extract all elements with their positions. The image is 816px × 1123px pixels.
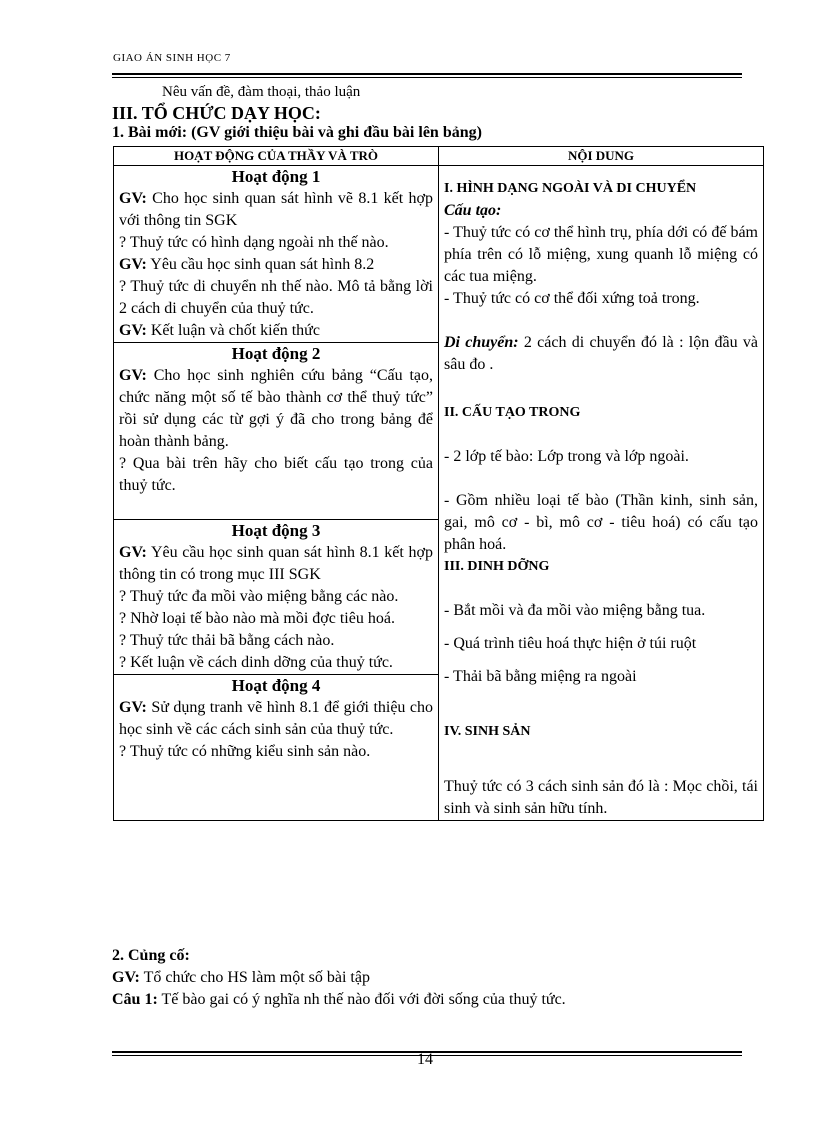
activity-4-q1: ? Thuỷ tức có những kiểu sinh sản nào. xyxy=(119,743,371,760)
section-3-title: III. DINH DỠNG xyxy=(444,559,550,574)
teaching-method: Nêu vấn đề, đàm thoại, thảo luận xyxy=(162,84,361,100)
consolidation-gv xyxy=(112,967,752,989)
activity-1 xyxy=(114,166,438,343)
spacer xyxy=(444,424,758,446)
gv-label: GV: xyxy=(119,322,147,339)
section-2-title: II. CẤU TẠO TRONG xyxy=(444,405,581,420)
content-cell xyxy=(439,166,764,821)
spacer xyxy=(444,622,758,633)
spacer xyxy=(444,166,758,178)
section-1-movement xyxy=(444,332,758,376)
activity-1-q1: ? Thuỷ tức có hình dạng ngoài nh thế nào. xyxy=(119,234,389,251)
section-2-p1: - 2 lớp tế bào: Lớp trong và lớp ngoài. xyxy=(444,448,689,465)
activity-4 xyxy=(114,675,438,763)
activity-2 xyxy=(114,343,438,520)
consolidation xyxy=(112,945,752,1011)
gv-text: Yêu cầu học sinh quan sát hình 8.2 xyxy=(146,256,375,273)
section-4-p1: Thuỷ tức có 3 cách sinh sản đó là : Mọc chồi, tái sinh và sinh sản hữu tính. xyxy=(444,778,758,817)
activity-1-gv xyxy=(119,188,433,232)
activity-3 xyxy=(114,520,438,675)
activity-2-gv xyxy=(119,365,433,453)
section-3-p2: - Quá trình tiêu hoá thực hiện ở túi ruột xyxy=(444,635,697,652)
page-header: GIAO ÁN SINH HỌC 7 xyxy=(113,52,231,64)
section-2-p2: - Gồm nhiều loại tế bào (Thần kinh, sinh sản, gai, mô cơ - bì, mô cơ - tiêu hoá) có cấu tạo phân hoá. xyxy=(444,492,758,553)
gv-text: Tổ chức cho HS làm một số bài tập xyxy=(139,969,370,986)
header-activities: HOẠT ĐỘNG CỦA THẦY VÀ TRÒ xyxy=(114,147,439,166)
page-number: 14 xyxy=(417,1051,433,1068)
gv-text: Kết luận và chốt kiến thức xyxy=(146,322,320,339)
spacer xyxy=(444,578,758,600)
header-rule-thin xyxy=(112,77,742,78)
activity-4-gv xyxy=(119,697,433,741)
spacer xyxy=(119,497,433,519)
consolidation-q1 xyxy=(112,989,752,1011)
lesson-table xyxy=(113,146,764,821)
header-content: NỘI DUNG xyxy=(439,147,764,166)
activity-1-q2: ? Thuỷ tức di chuyển nh thế nào. Mô tả bằng lời 2 cách di chuyển của thuỷ tức. xyxy=(119,278,433,317)
gv-text: Cho học sinh quan sát hình vẽ 8.1 kết hợp với thông tin SGK xyxy=(119,190,433,229)
spacer xyxy=(444,468,758,490)
table-body-row xyxy=(114,166,764,821)
spacer xyxy=(444,688,758,721)
activity-3-q3: ? Thuỷ tức thải bã bằng cách nào. xyxy=(119,632,335,649)
gv-label: GV: xyxy=(119,367,147,384)
spacer xyxy=(444,743,758,776)
subsection-title: 1. Bài mới: (GV giới thiệu bài và ghi đầu bài lên bảng) xyxy=(112,124,482,141)
section-1-title: I. HÌNH DẠNG NGOÀI VÀ DI CHUYỂN xyxy=(444,181,697,196)
activity-3-q2: ? Nhờ loại tế bào nào mà mồi đợc tiêu hoá. xyxy=(119,610,395,627)
section-4-title: IV. SINH SẢN xyxy=(444,724,531,739)
activity-1-title: Hoạt động 1 xyxy=(231,167,321,186)
activity-3-gv xyxy=(119,542,433,586)
question-text: Tế bào gai có ý nghĩa nh thế nào đối với đời sống của thuỷ tức. xyxy=(157,991,566,1008)
activity-4-title: Hoạt động 4 xyxy=(231,676,321,695)
activity-3-title: Hoạt động 3 xyxy=(231,521,321,540)
activity-1-gv3 xyxy=(119,320,433,342)
spacer xyxy=(444,376,758,398)
gv-text: Cho học sinh nghiên cứu bảng “Cấu tạo, chức năng một số tế bào thành cơ thể thuỷ tức” rồi sử dụng các từ gợi ý đã cho trong bảng để hoàn thành bảng. xyxy=(119,367,433,450)
section-3-p3: - Thải bã bằng miệng ra ngoài xyxy=(444,668,637,685)
section-title: III. TỔ CHỨC DẠY HỌC: xyxy=(112,103,321,123)
section-1-p2: - Thuỷ tức có cơ thể đối xứng toả trong. xyxy=(444,290,700,307)
table-header-row xyxy=(114,147,764,166)
activity-1-gv2 xyxy=(119,254,433,276)
movement-label: Di chuyển: xyxy=(444,334,519,351)
gv-label: GV: xyxy=(119,256,147,273)
header-rule xyxy=(112,73,742,75)
activity-2-q1: ? Qua bài trên hãy cho biết cấu tạo trong của thuỷ tức. xyxy=(119,455,433,494)
gv-label: GV: xyxy=(112,969,140,986)
section-3-p1: - Bắt mồi và đa mồi vào miệng bằng tua. xyxy=(444,602,706,619)
gv-text: Sử dụng tranh vẽ hình 8.1 để giới thiệu cho học sinh về các cách sinh sản của thuỷ tức. xyxy=(119,699,433,738)
activity-2-title: Hoạt động 2 xyxy=(231,344,321,363)
movement-text: 2 cách di chuyển đó là : lộn đầu và sâu đo . xyxy=(444,334,759,373)
consolidation-title: 2. Củng cố: xyxy=(112,947,190,964)
gv-label: GV: xyxy=(119,699,147,716)
question-label: Câu 1: xyxy=(112,991,158,1008)
activity-3-q4: ? Kết luận về cách dinh dỡng của thuỷ tức. xyxy=(119,654,393,671)
spacer xyxy=(444,655,758,666)
activities-cell xyxy=(114,166,439,821)
section-1-p1: - Thuỷ tức có cơ thể hình trụ, phía dới có đế bám phía trên có lỗ miệng, xung quanh lỗ miệng có các tua miệng. xyxy=(444,224,758,285)
gv-label: GV: xyxy=(119,190,147,207)
gv-text: Yêu cầu học sinh quan sát hình 8.1 kết hợp thông tin có trong mục III SGK xyxy=(119,544,433,583)
spacer xyxy=(444,310,758,332)
section-1-structure-label: Cấu tạo: xyxy=(444,202,502,219)
activity-3-q1: ? Thuỷ tức đa mồi vào miệng bằng các nào. xyxy=(119,588,399,605)
gv-label: GV: xyxy=(119,544,147,561)
